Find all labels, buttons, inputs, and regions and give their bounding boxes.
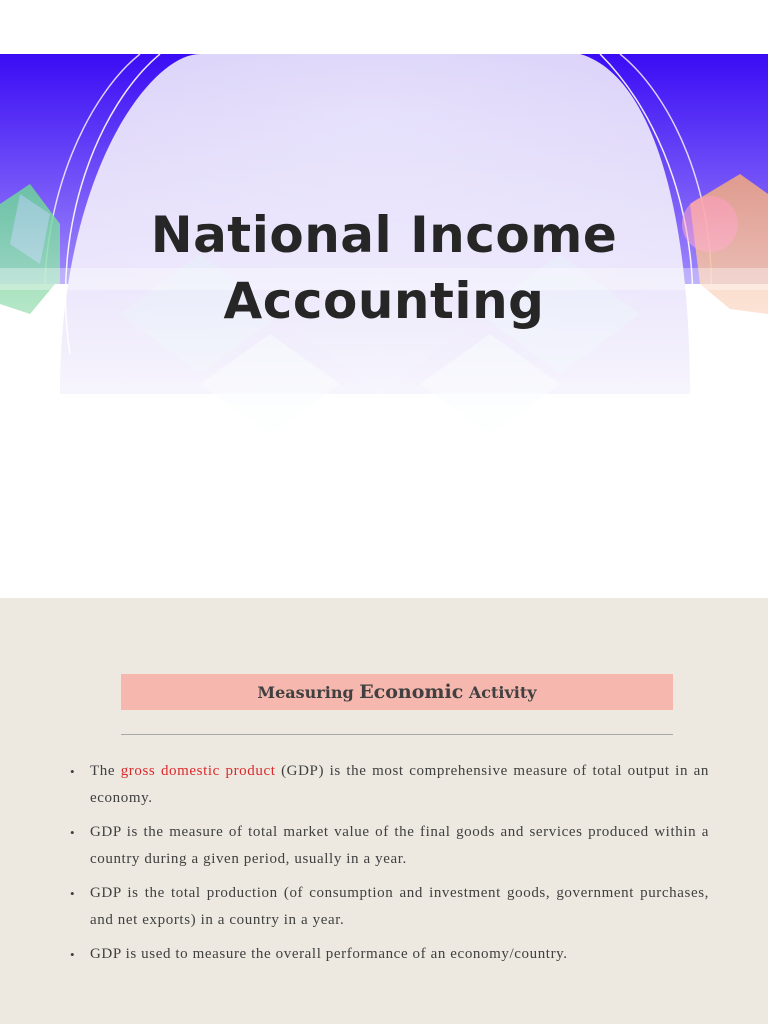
bullet-icon: • bbox=[70, 825, 76, 840]
bullet-item bbox=[68, 758, 709, 812]
bullet-item bbox=[68, 941, 709, 968]
bullet-text: GDP is the measure of total market value of the final goods and services produced within a country during a given period, usually in a year. bbox=[90, 824, 709, 867]
bullet-text: GDP is used to measure the overall performance of an economy/country. bbox=[90, 946, 568, 962]
bullet-text-end: (GDP) is the most comprehensive measure of total output in an economy. bbox=[90, 763, 709, 806]
bullet-text-start: The bbox=[90, 763, 121, 779]
bullet-icon: • bbox=[70, 947, 76, 962]
content-slide bbox=[0, 598, 768, 1024]
heading-divider bbox=[121, 734, 673, 735]
heading-word-measuring: Measuring bbox=[257, 683, 360, 702]
bullet-icon: • bbox=[70, 764, 76, 779]
heading-word-activity: Activity bbox=[463, 683, 537, 702]
title-line-1: National Income bbox=[150, 206, 618, 264]
bullet-item bbox=[68, 819, 709, 873]
bullet-item bbox=[68, 880, 709, 934]
bullet-icon: • bbox=[70, 886, 76, 901]
slide-title bbox=[0, 202, 768, 334]
bullet-text: GDP is the total production (of consumption and investment goods, government purchases, and net exports) in a country in a year. bbox=[90, 885, 709, 928]
bullet-list bbox=[68, 758, 709, 975]
title-slide bbox=[0, 54, 768, 598]
gdp-term-highlight: gross domestic product bbox=[120, 763, 276, 779]
heading-word-economic: Economic bbox=[359, 681, 464, 703]
title-line-2: Accounting bbox=[223, 272, 545, 330]
section-heading bbox=[121, 674, 673, 710]
